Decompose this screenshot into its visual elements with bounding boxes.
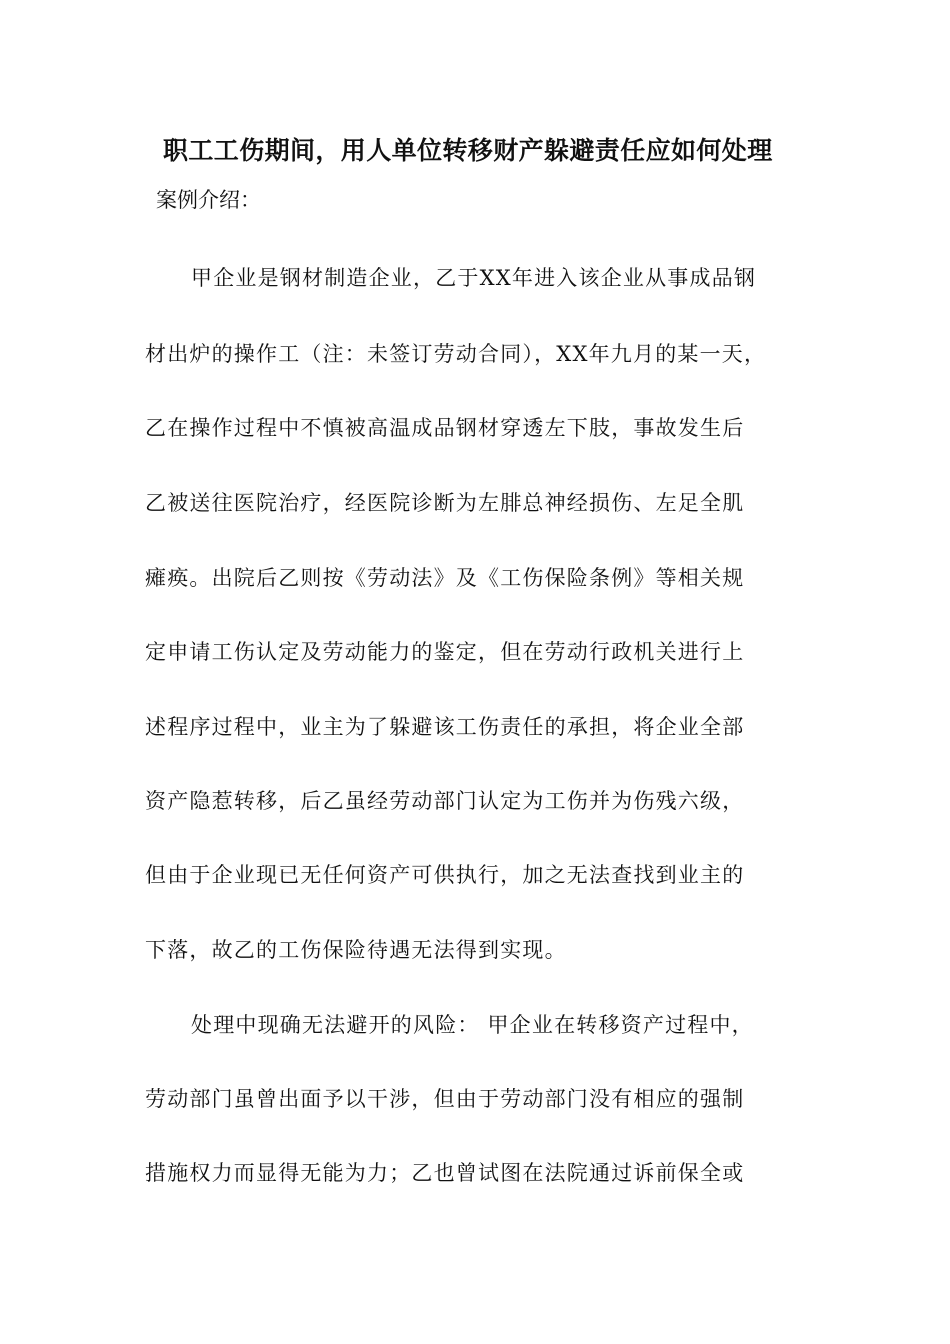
paragraph-line: 处理中现确无法避开的风险： 甲企业在转移资产过程中， bbox=[191, 1013, 754, 1037]
section-heading: 案例介绍： bbox=[156, 188, 261, 212]
paragraph-line: 述程序过程中，业主为了躲避该工伤责任的承担，将企业全部 bbox=[145, 715, 745, 739]
paragraph-line: 措施权力而显得无能为力；乙也曾试图在法院通过诉前保全或 bbox=[145, 1161, 745, 1185]
paragraph-line: 甲企业是钢材制造企业，乙于XX年进入该企业从事成品钢 bbox=[191, 266, 757, 290]
paragraph-line: 乙在操作过程中不慎被高温成品钢材穿透左下肢，事故发生后 bbox=[145, 416, 745, 440]
document-title: 职工工伤期间，用人单位转移财产躲避责任应如何处理 bbox=[163, 136, 773, 165]
paragraph-line: 资产隐惹转移，后乙虽经劳动部门认定为工伤并为伤残六级， bbox=[145, 789, 745, 813]
paragraph-line: 乙被送往医院治疗，经医院诊断为左腓总神经损伤、左足全肌 bbox=[145, 491, 745, 515]
paragraph-line: 劳动部门虽曾出面予以干涉，但由于劳动部门没有相应的强制 bbox=[145, 1087, 745, 1111]
paragraph-line: 材出炉的操作工（注：未签订劳动合同），XX年九月的某一天， bbox=[145, 342, 767, 366]
paragraph-line: 定申请工伤认定及劳动能力的鉴定，但在劳动行政机关进行上 bbox=[145, 640, 745, 664]
paragraph-line: 下落，故乙的工伤保险待遇无法得到实现。 bbox=[145, 938, 567, 962]
paragraph-line: 瘫痪。出院后乙则按《劳动法》及《工伤保险条例》等相关规 bbox=[145, 566, 745, 590]
paragraph-line: 但由于企业现已无任何资产可供执行，加之无法查找到业主的 bbox=[145, 863, 745, 887]
